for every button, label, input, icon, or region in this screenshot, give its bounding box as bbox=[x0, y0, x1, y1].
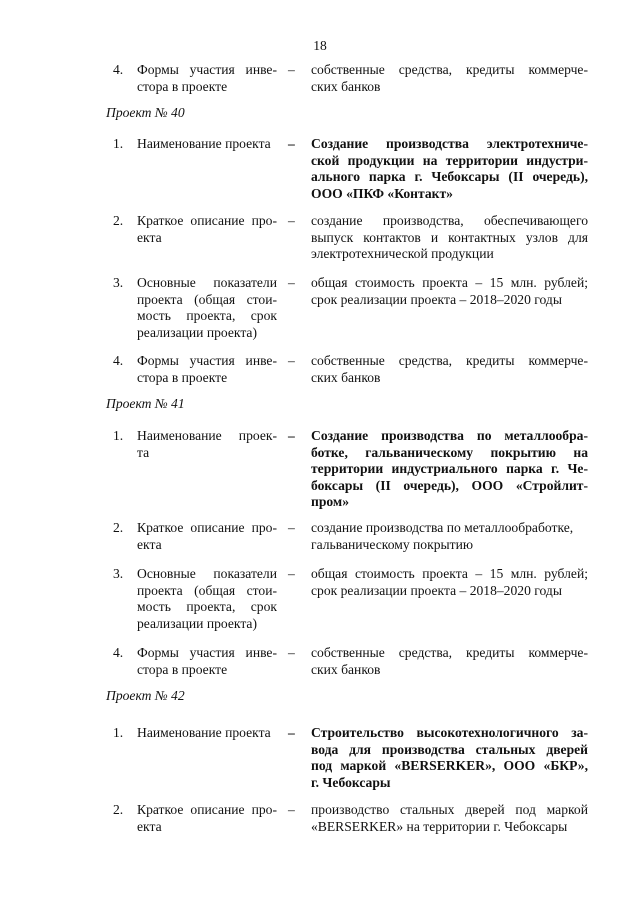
item-value: Создание производства электротехниче- ской продукции на территории индустри- ального парка г. Чебоксары (II очередь), ООО «ПКФ «Контакт» bbox=[311, 136, 588, 201]
dash: – bbox=[288, 353, 295, 368]
item-number: 4. bbox=[113, 645, 124, 660]
item-label: Краткое описание про- екта bbox=[137, 213, 277, 245]
item-number: 4. bbox=[113, 62, 124, 77]
item-number: 1. bbox=[113, 725, 124, 740]
item-label: Краткое описание про- екта bbox=[137, 802, 277, 834]
item-label: Формы участия инве- стора в проекте bbox=[137, 645, 277, 677]
dash: – bbox=[288, 136, 295, 151]
item-label: Основные показатели проекта (общая стои- мость проекта, срок реализации проекта) bbox=[137, 566, 277, 631]
item-number: 2. bbox=[113, 802, 124, 817]
item-value: Создание производства по металлообра- ботке, гальваническому покрытию на территории индустриального парка г. Че- боксары (II очередь), ООО «Стройлит- пром» bbox=[311, 428, 588, 509]
item-number: 3. bbox=[113, 566, 124, 581]
item-value: собственные средства, кредиты коммерче- ских банков bbox=[311, 645, 588, 677]
dash: – bbox=[288, 802, 295, 817]
item-value: создание производства по металлообработке, гальваническому покрытию bbox=[311, 520, 574, 552]
item-value: общая стоимость проекта – 15 млн. рублей; срок реализации проекта – 2018–2020 годы bbox=[311, 566, 588, 598]
page-number: 18 bbox=[313, 38, 327, 53]
item-label: Формы участия инве- стора в проекте bbox=[137, 353, 277, 385]
item-label: Наименование проекта bbox=[137, 725, 271, 740]
project-heading: Проект № 42 bbox=[106, 688, 185, 703]
item-number: 1. bbox=[113, 136, 124, 151]
item-value: собственные средства, кредиты коммерче- ских банков bbox=[311, 62, 588, 94]
item-number: 2. bbox=[113, 213, 124, 228]
item-value: общая стоимость проекта – 15 млн. рублей; срок реализации проекта – 2018–2020 годы bbox=[311, 275, 588, 307]
item-value: собственные средства, кредиты коммерче- ских банков bbox=[311, 353, 588, 385]
dash: – bbox=[288, 725, 295, 740]
project-heading: Проект № 40 bbox=[106, 105, 185, 120]
dash: – bbox=[288, 428, 295, 443]
dash: – bbox=[288, 520, 295, 535]
dash: – bbox=[288, 645, 295, 660]
item-number: 1. bbox=[113, 428, 124, 443]
item-label: Основные показатели проекта (общая стои- мость проекта, срок реализации проекта) bbox=[137, 275, 277, 340]
dash: – bbox=[288, 62, 295, 77]
item-value: Строительство высокотехнологичного за- вода для производства стальных дверей под маркой «BERSERKER», ООО «БКР», г. Чебоксары bbox=[311, 725, 588, 790]
item-number: 3. bbox=[113, 275, 124, 290]
item-number: 2. bbox=[113, 520, 124, 535]
dash: – bbox=[288, 213, 295, 228]
item-label: Наименование проекта bbox=[137, 136, 271, 151]
item-number: 4. bbox=[113, 353, 124, 368]
item-label: Наименование проек- та bbox=[137, 428, 277, 460]
item-label: Формы участия инве- стора в проекте bbox=[137, 62, 277, 94]
item-value: создание производства, обеспечивающего выпуск контактов и контактных узлов для электротехнической продукции bbox=[311, 213, 588, 261]
item-value: производство стальных дверей под маркой «BERSERKER» на территории г. Чебоксары bbox=[311, 802, 588, 834]
project-heading: Проект № 41 bbox=[106, 396, 185, 411]
item-label: Краткое описание про- екта bbox=[137, 520, 277, 552]
dash: – bbox=[288, 566, 295, 581]
dash: – bbox=[288, 275, 295, 290]
